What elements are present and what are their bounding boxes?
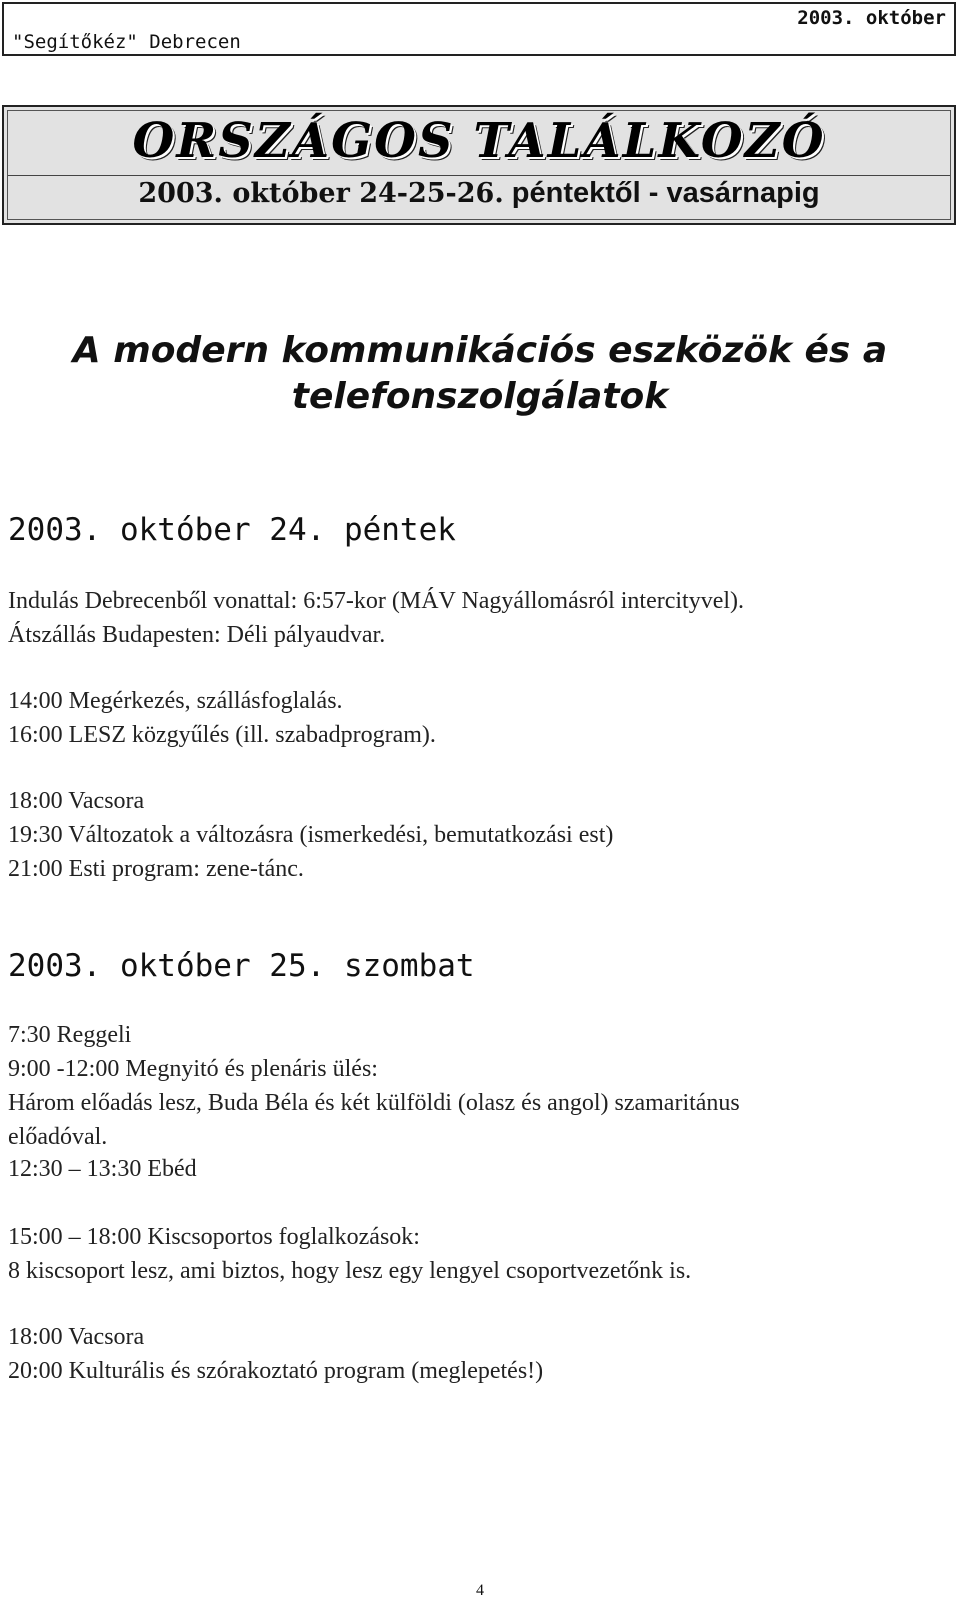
day2-line: 18:00 Vacsora [8, 1324, 145, 1350]
day1-line: 18:00 Vacsora [8, 788, 145, 814]
day2-line: 12:30 – 13:30 Ebéd [8, 1156, 197, 1182]
day2-line: 7:30 Reggeli [8, 1022, 132, 1048]
day1-line: 21:00 Esti program: zene-tánc. [8, 856, 304, 882]
day1-line: Átszállás Budapesten: Déli pályaudvar. [8, 622, 386, 648]
subject-line-1: A modern kommunikációs eszközök és a [72, 330, 888, 371]
banner-days: péntektől - vasárnapig [511, 177, 820, 209]
day2-line: Három előadás lesz, Buda Béla és két külföldi (olasz és angol) szamaritánus [8, 1090, 740, 1116]
day2-line: 9:00 -12:00 Megnyitó és plenáris ülés: [8, 1056, 378, 1082]
day1-line: 19:30 Változatok a változásra (ismerkedési, bemutatkozási est) [8, 822, 614, 848]
day1-line: Indulás Debrecenből vonattal: 6:57-kor (MÁV Nagyállomásról intercityvel). [8, 588, 745, 614]
page-header [2, 2, 956, 56]
day1-line: 14:00 Megérkezés, szállásfoglalás. [8, 688, 343, 714]
header-date: 2003. október [797, 7, 946, 29]
banner-divider [8, 175, 950, 176]
day1-heading: 2003. október 24. péntek [8, 512, 456, 548]
banner-frame [7, 110, 951, 220]
header-organization: "Segítőkéz" Debrecen [12, 31, 241, 53]
banner-title: ORSZÁGOS TALÁLKOZÓ [132, 113, 826, 169]
event-subject [0, 328, 960, 420]
subject-line-2: telefonszolgálatok [291, 376, 669, 417]
day2-line: 20:00 Kulturális és szórakoztató program (meglepetés!) [8, 1358, 544, 1384]
day2-line: 15:00 – 18:00 Kiscsoportos foglalkozások: [8, 1224, 420, 1250]
title-banner [2, 105, 956, 225]
day2-heading: 2003. október 25. szombat [8, 948, 475, 984]
day2-line: 8 kiscsoport lesz, ami biztos, hogy lesz egy lengyel csoportvezetőnk is. [8, 1258, 692, 1284]
banner-date: 2003. október 24-25-26. [138, 178, 504, 209]
page-number: 4 [476, 1582, 484, 1599]
day2-line: előadóval. [8, 1124, 108, 1150]
banner-subtitle [8, 177, 950, 210]
day1-line: 16:00 LESZ közgyűlés (ill. szabadprogram). [8, 722, 436, 748]
